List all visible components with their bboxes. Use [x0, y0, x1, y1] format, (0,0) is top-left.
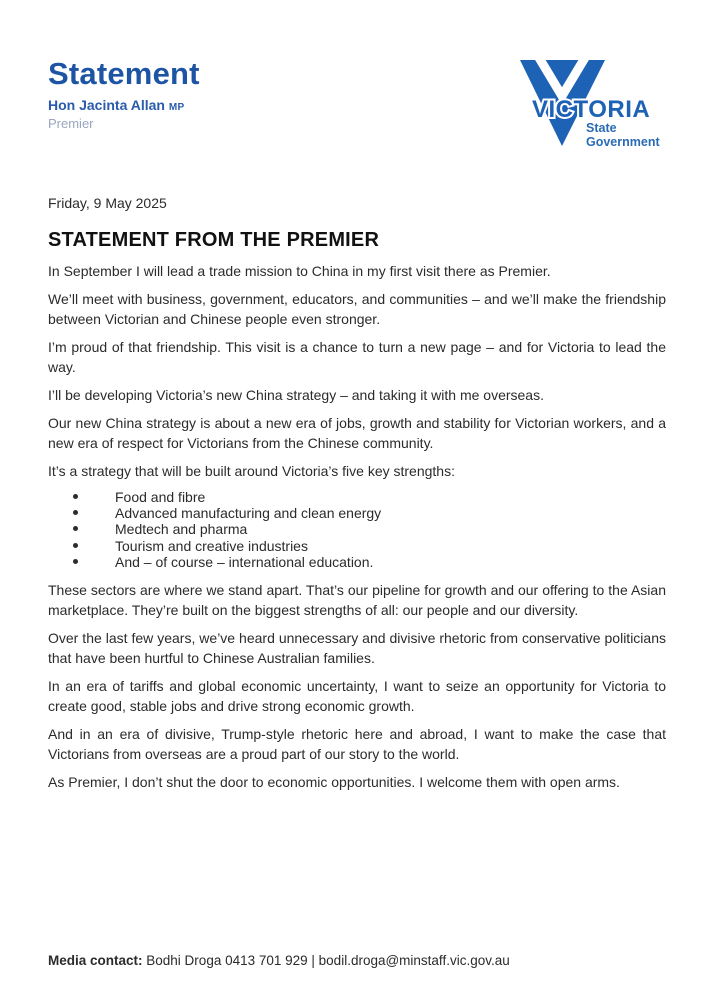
media-contact-details: Bodhi Droga 0413 701 929 | bodil.droga@minstaff.vic.gov.au	[146, 953, 510, 968]
logo-sub-line-2: Government	[586, 135, 660, 149]
key-strengths-list	[48, 489, 666, 570]
bullet-icon	[73, 559, 78, 564]
victoria-state-government-logo	[512, 54, 664, 150]
author-name: Hon Jacinta Allan	[48, 97, 165, 113]
media-contact-footer	[48, 952, 666, 970]
key-strength-label: Medtech and pharma	[115, 521, 248, 538]
author-post-nominal: MP	[168, 102, 185, 113]
body-paragraph: As Premier, I don’t shut the door to economic opportunities. I welcome them with open arms.	[48, 774, 620, 791]
key-strength-label: Tourism and creative industries	[115, 537, 308, 554]
body-paragraph: Our new China strategy is about a new era of jobs, growth and stability for Victorian workers, and a new era of respect for Victorians from the Chinese community.	[48, 415, 666, 451]
logo-sub-line-1: State	[586, 121, 617, 135]
body-paragraph: I’ll be developing Victoria’s new China strategy – and taking it with me overseas.	[48, 387, 544, 403]
body-paragraph: Over the last few years, we’ve heard unnecessary and divisive rhetoric from conservative politicians that have been hurtful to Chinese Australian families.	[48, 630, 666, 667]
key-strength-item	[48, 489, 666, 505]
key-strength-item	[48, 538, 666, 554]
bullet-icon	[73, 494, 78, 499]
key-strength-item	[48, 554, 666, 570]
masthead	[48, 56, 200, 132]
outro-paragraphs	[48, 580, 666, 792]
bullet-icon	[73, 543, 78, 548]
bullet-icon	[73, 526, 78, 531]
body-paragraph: In an era of tariffs and global economic uncertainty, I want to seize an opportunity for Victoria to create good, stable jobs and drive strong economic growth.	[48, 678, 666, 715]
intro-paragraphs	[48, 261, 666, 481]
body-paragraph: In September I will lead a trade mission to China in my first visit there as Premier.	[48, 263, 551, 279]
document-body	[48, 193, 666, 800]
body-paragraph: These sectors are where we stand apart. That’s our pipeline for growth and our offering to the Asian marketplace. They’re built on the biggest strengths of all: our people and our diversity.	[48, 582, 666, 619]
bullet-icon	[73, 510, 78, 515]
document-heading: STATEMENT FROM THE PREMIER	[48, 229, 380, 251]
victoria-triangle-icon	[512, 54, 664, 150]
key-strength-label: And – of course – international education.	[115, 553, 374, 570]
body-paragraph: I’m proud of that friendship. This visit is a chance to turn a new page – and for Victoria to lead the way.	[48, 339, 666, 375]
key-strength-label: Food and fibre	[115, 489, 206, 505]
key-strength-item	[48, 505, 666, 521]
author-role: Premier	[48, 116, 94, 131]
document-date: Friday, 9 May 2025	[48, 195, 167, 211]
logo-wordmark: VICTORIA	[532, 96, 651, 123]
masthead-author	[48, 97, 200, 116]
key-strength-item	[48, 521, 666, 537]
body-paragraph: And in an era of divisive, Trump-style rhetoric here and abroad, I want to make the case that Victorians from overseas are a proud part of our story to the world.	[48, 726, 666, 763]
body-paragraph: It’s a strategy that will be built around Victoria’s five key strengths:	[48, 463, 455, 479]
media-contact-label: Media contact:	[48, 953, 143, 968]
masthead-title: Statement	[48, 56, 200, 91]
body-paragraph: We’ll meet with business, government, educators, and communities – and we’ll make the friendship between Victorian and Chinese people even stronger.	[48, 291, 666, 327]
key-strength-label: Advanced manufacturing and clean energy	[115, 505, 382, 522]
